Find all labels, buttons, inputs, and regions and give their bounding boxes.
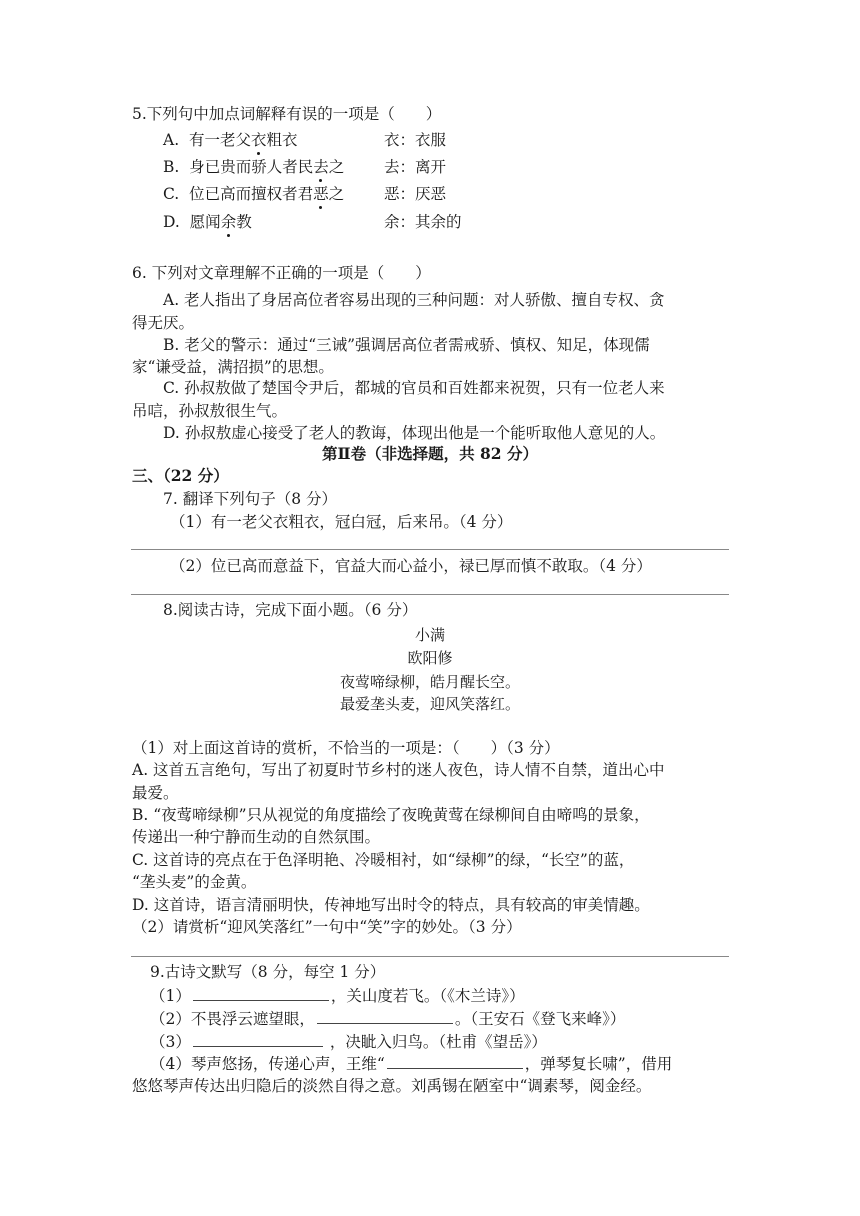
q5-option-b: B. 身已贵而骄人者民去之 [163, 158, 345, 176]
q5-option-a: A. 有一老父衣粗衣 [163, 131, 298, 149]
q6-option-a-line2: 得无厌。 [132, 314, 195, 332]
q8-stem: 8.阅读古诗，完成下面小题。（6 分） [163, 601, 418, 619]
q8-sub2-stem: （2）请赏析“迎风笑落红”一句中“笑”字的妙处。（3 分） [132, 918, 522, 936]
q9-item-2: （2）不畏浮云遮望眼， 。（王安石《登飞来峰》） [150, 1010, 626, 1028]
q8-option-d-line1: D. 这首诗，语言清丽明快，传神地写出时令的特点，具有较高的审美情趣。 [132, 896, 650, 914]
emphasis-dot: 去 [313, 158, 329, 176]
q9-item-4-line2: 悠悠琴声传达出归隐后的淡然自得之意。刘禹锡在陋室中“调素琴，阅金经。 [132, 1077, 652, 1095]
fill-blank-2[interactable] [317, 1008, 453, 1024]
poem-title: 小满 [414, 626, 445, 644]
q5-option-c-gloss: 恶：厌恶 [384, 185, 447, 203]
q8-sub1-stem: （1）对上面这首诗的赏析，不恰当的一项是：（ ）（3 分） [132, 739, 560, 757]
poem-line-2: 最爱垄头麦，迎风笑落红。 [339, 695, 520, 713]
q5-option-d-gloss: 余：其余的 [384, 213, 462, 231]
q5-option-b-gloss: 去：离开 [384, 158, 447, 176]
emphasis-dot: 恶 [313, 185, 329, 203]
q6-option-c-line2: 吊唁，孙叔敖很生气。 [132, 402, 288, 420]
q9-item-3: （3） ，决眦入归鸟。（杜甫《望岳》） [150, 1033, 547, 1051]
q8-option-a-line1: A. 这首五言绝句，写出了初夏时节乡村的迷人夜色，诗人情不自禁，道出心中 [132, 761, 665, 779]
q7-stem: 7. 翻译下列句子（8 分） [163, 490, 338, 508]
section-3-heading: 三、（22 分） [132, 466, 229, 485]
answer-line [131, 956, 729, 957]
q6-stem: 6. 下列对文章理解不正确的一项是（ ） [132, 264, 431, 282]
q8-option-c-line1: C. 这首诗的亮点在于色泽明艳、冷暖相衬，如“绿柳”的绿，“长空”的蓝， [132, 851, 635, 869]
q6-option-a-line1: A. 老人指出了身居高位者容易出现的三种问题：对人骄傲、擅自专权、贪 [163, 291, 665, 309]
poem-line-1: 夜莺啼绿柳，皓月醒长空。 [339, 673, 520, 691]
q7-sentence-2: （2）位已高而意益下，官益大而心益小，禄已厚而慎不敢取。（4 分） [170, 557, 652, 575]
q6-option-b-line1: B. 老父的警示：通过“三诫”强调居高位者需戒骄、慎权、知足，体现儒 [163, 336, 650, 354]
answer-line [131, 594, 729, 595]
answer-line [131, 549, 729, 550]
q6-option-c-line1: C. 孙叔敖做了楚国令尹后，都城的官员和百姓都来祝贺，只有一位老人来 [163, 379, 665, 397]
q9-stem: 9.古诗文默写（8 分，每空 1 分） [150, 963, 386, 981]
q5-option-c: C. 位已高而擅权者君恶之 [163, 185, 345, 203]
emphasis-dot: 衣 [251, 131, 267, 149]
fill-blank-4[interactable] [387, 1053, 523, 1069]
q9-item-4-line1: （4）琴声悠扬，传递心声，王维“ ，弹琴复长啸”，借用 [150, 1055, 673, 1073]
q8-option-b-line2: 传递出一种宁静而生动的自然氛围。 [132, 828, 381, 846]
emphasis-dot: 余 [220, 213, 237, 231]
q7-sentence-1: （1）有一老父衣粗衣，冠白冠，后来吊。（4 分） [170, 513, 513, 531]
q6-option-d-line1: D. 孙叔敖虚心接受了老人的教诲，体现出他是一个能听取他人意见的人。 [163, 424, 666, 442]
q8-option-c-line2: “垄头麦”的金黄。 [132, 873, 257, 891]
q9-item-1: （1） ，关山度若飞。（《木兰诗》） [150, 987, 525, 1005]
q6-option-b-line2: 家“谦受益，满招损”的思想。 [132, 358, 334, 376]
q5-option-d: D. 愿闻余教 [163, 213, 252, 231]
q5-stem: 5.下列句中加点词解释有误的一项是（ ） [132, 105, 442, 123]
q5-option-a-gloss: 衣：衣服 [384, 131, 447, 149]
fill-blank-1[interactable] [193, 985, 329, 1001]
q8-option-b-line1: B. “夜莺啼绿柳”只从视觉的角度描绘了夜晚黄莺在绿柳间自由啼鸣的景象， [132, 806, 650, 824]
fill-blank-3[interactable] [193, 1031, 323, 1047]
q8-option-a-line2: 最爱。 [132, 784, 179, 802]
poem-author: 欧阳修 [407, 649, 453, 667]
part2-title: 第Ⅱ卷（非选择题，共 82 分） [322, 444, 538, 463]
